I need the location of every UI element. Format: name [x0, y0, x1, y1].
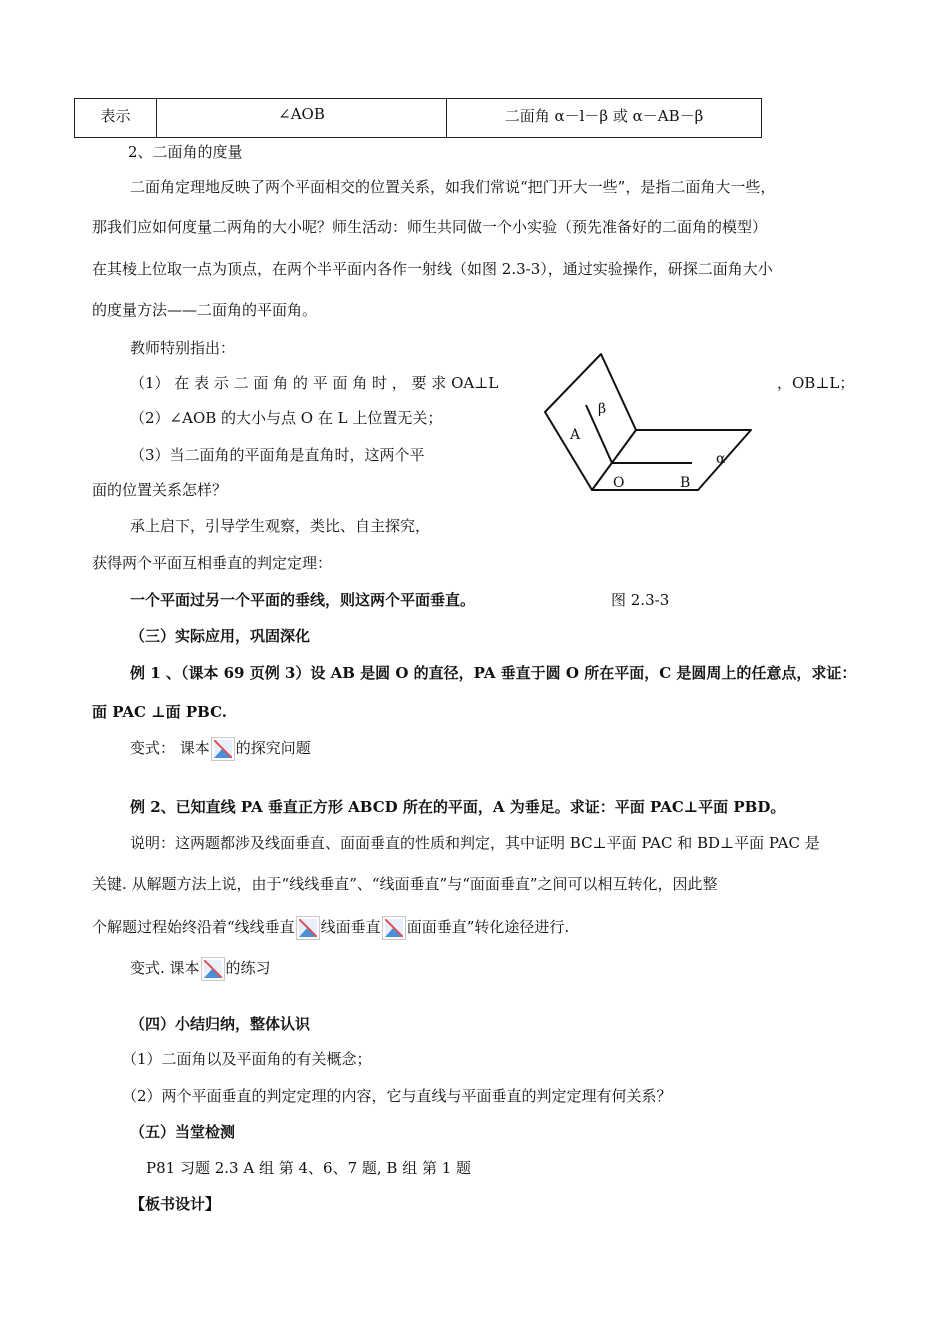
label-o: O [613, 475, 625, 491]
guide-line-1: 承上启下，引导学生观察，类比、自主探究， [130, 517, 431, 535]
explain-line-3-c: 面面垂直”转化途径进行. [406, 918, 570, 936]
label-alpha: α [716, 451, 726, 467]
section-4-title: （四）小结归纳，整体认识 [130, 1015, 311, 1033]
broken-image-icon [296, 916, 320, 940]
section-2-title: 2、二面角的度量 [128, 143, 243, 161]
explain-line-3-b: 线面垂直 [320, 918, 381, 936]
para1-line2: 那我们应如何度量二两角的大小呢？师生活动：师生共同做一个小实验（预先准备好的二面角的模型） [92, 218, 768, 236]
example-2: 例 2、已知直线 PA 垂直正方形 ABCD 所在的平面，A 为垂足。求证：平面 PAC⊥平面 PBD。 [130, 798, 786, 816]
variant-2 [130, 957, 271, 981]
variant-2-suffix: 的练习 [225, 959, 271, 977]
label-a: A [570, 427, 581, 443]
exercise: P81 习题 2.3 A 组 第 4、6、7 题, B 组 第 1 题 [146, 1159, 472, 1177]
variant-1 [130, 737, 311, 761]
para1-line1: 二面角定理地反映了两个平面相交的位置关系，如我们常说“把门开大一些”，是指二面角大一些， [130, 178, 776, 196]
guide-line-2: 获得两个平面互相垂直的判定定理： [92, 554, 333, 572]
broken-image-icon [201, 957, 225, 981]
example-1-line1: 例 1 、（课本 69 页例 3）设 AB 是圆 O 的直径，PA 垂直于圆 O 所在平面，C 是圆周上的任意点，求证： [130, 664, 857, 682]
variant-2-prefix: 变式. 课本 [130, 959, 200, 977]
explain-line-3 [92, 916, 569, 940]
note-2: （2）∠AOB 的大小与点 O 在 L 上位置无关； [130, 409, 443, 427]
section-3-title: （三）实际应用，巩固深化 [130, 627, 311, 645]
beta-half-plane [545, 354, 636, 490]
broken-image-icon [211, 737, 235, 761]
board-design-title: 【板书设计】 [130, 1195, 221, 1213]
label-b: B [680, 475, 691, 491]
para1-line4: 的度量方法——二面角的平面角。 [92, 301, 318, 319]
explain-line-3-a: 个解题过程始终沿着“线线垂直 [92, 918, 295, 936]
note-3-continued: 面的位置关系怎样？ [92, 481, 228, 499]
label-beta: β [598, 401, 607, 417]
table-cell-dihedral: 二面角 α－l－β 或 α－AB－β [447, 99, 762, 138]
teacher-note: 教师特别指出： [130, 339, 236, 357]
section-5-title: （五）当堂检测 [130, 1123, 236, 1141]
summary-2: （2）两个平面垂直的判定定理的内容，它与直线与平面垂直的判定定理有何关系？ [122, 1087, 672, 1105]
summary-1: （1）二面角以及平面角的有关概念； [122, 1050, 372, 1068]
dihedral-angle-figure [540, 350, 760, 500]
example-1-line2: 面 PAC ⊥面 PBC. [92, 703, 227, 721]
para1-line3: 在其棱上位取一点为顶点，在两个半平面内各作一射线（如图 2.3-3），通过实验操作，研探二面角大小 [92, 260, 773, 278]
explain-line-1: 说明：这两题都涉及线面垂直、面面垂直的性质和判定，其中证明 BC⊥平面 PAC 和 BD⊥平面 PAC 是 [130, 834, 820, 852]
variant-1-prefix: 变式： 课本 [130, 739, 210, 757]
figure-caption: 图 2.3-3 [611, 591, 670, 609]
variant-1-suffix: 的探究问题 [235, 739, 311, 757]
theorem-statement: 一个平面过另一个平面的垂线，则这两个平面垂直。 [130, 591, 476, 609]
table-cell-angle: ∠AOB [157, 99, 447, 138]
table-cell-label: 表示 [75, 99, 157, 138]
note-1-end: ，OB⊥L； [777, 374, 855, 392]
notation-table [74, 98, 762, 138]
explain-line-2: 关键. 从解题方法上说，由于“线线垂直”、“线面垂直”与“面面垂直”之间可以相互转化，因此整 [92, 875, 718, 893]
note-1: （1） 在 表 示 二 面 角 的 平 面 角 时 ， 要 求 OA⊥L [130, 374, 499, 392]
broken-image-icon [382, 916, 406, 940]
note-3: （3）当二面角的平面角是直角时，这两个平 [130, 446, 425, 464]
